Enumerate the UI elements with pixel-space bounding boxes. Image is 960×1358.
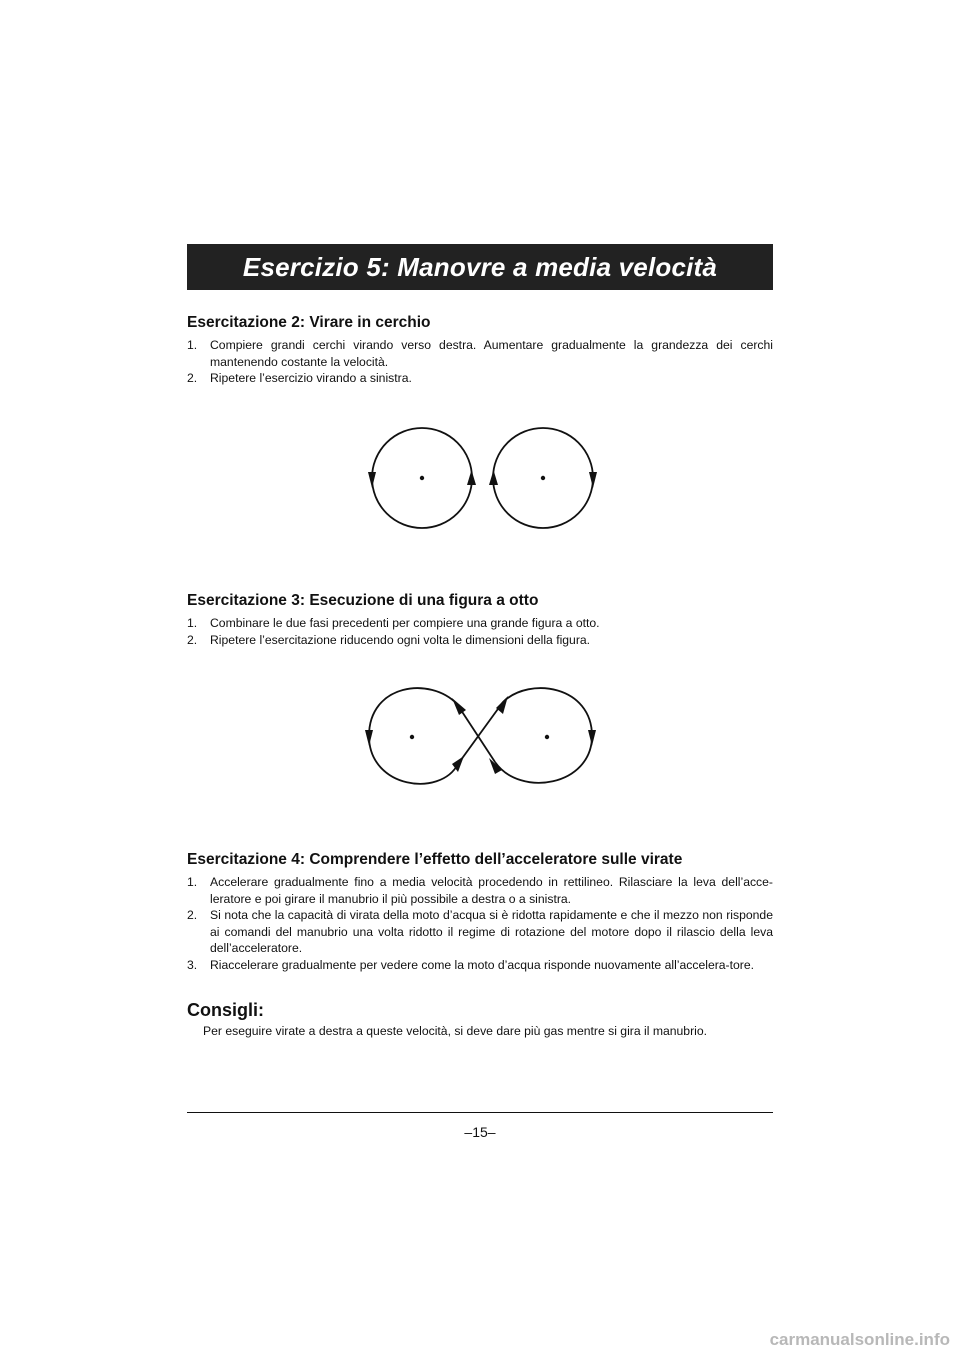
step-number: 1. [187,875,198,889]
figure-eight-diagram [360,676,610,806]
crossing-line [457,704,495,762]
step-text: Ripetere l’esercizio virando a sinistra. [210,371,412,386]
step-text: Si nota che la capacità di virata della moto d’acqua si è ridotta rapidamente e che il mezzo non risponde ai comandi del manubrio una volta ridotto il regime di rotazione del motore dopo il rilascio della leva dell’acceleratore. [210,908,773,956]
step-list [187,874,773,974]
list-item [187,907,773,957]
right-loop-center [545,735,549,739]
step-number: 2. [187,371,198,386]
list-item [187,874,773,907]
arrow-down-right-icon [489,758,502,774]
crossing-line [458,702,503,764]
step-text: Combinare le due fasi precedenti per compiere una grande figura a otto. [210,616,600,630]
step-number: 1. [187,616,198,630]
page-number: –15– [464,1124,496,1140]
arrow-down-icon [368,472,376,488]
watermark: carmanualsonline.info [769,1330,950,1349]
right-circle-center [541,476,545,480]
list-item [187,957,773,974]
left-circle-center [420,476,424,480]
step-text: Ripetere l’esercitazione riducendo ogni volta le dimensioni della figura. [210,632,591,647]
step-number: 2. [187,908,198,923]
step-number: 1. [187,338,198,352]
page-title-banner [187,244,773,290]
step-text: Riaccelerare gradualmente per vedere come la moto d’acqua risponde nuovamente all’accelera-tore. [210,957,754,972]
step-number: 3. [187,957,198,972]
arrow-up-icon [489,470,498,485]
section-title: Esercitazione 2: Virare in cerchio [187,314,431,331]
footer-divider [187,1112,773,1113]
arrow-up-right-icon [496,696,508,714]
tips-title: Consigli: [187,1000,264,1020]
list-item [187,370,773,387]
page-title: Esercizio 5: Manovre a media velocità [242,251,718,282]
section-title: Esercitazione 4: Comprendere l’effetto dell’acceleratore sulle virate [187,851,683,868]
list-item [187,337,773,370]
section-figure-eight [187,592,773,648]
list-item [187,615,773,632]
left-loop-center [410,735,414,739]
arrow-down-icon [365,730,373,746]
step-text: Compiere grandi cerchi virando verso destra. Aumentare gradualmente la grandezza dei cerchi mantenendo costante la velocità. [210,338,773,369]
two-circles-diagram [360,420,610,540]
arrow-down-icon [589,472,597,488]
step-list [187,615,773,648]
arrow-down-icon [588,730,596,746]
section-circles [187,314,773,387]
arrow-up-left-icon [452,698,466,715]
list-item [187,632,773,649]
arrow-up-icon [467,470,476,485]
step-number: 2. [187,632,198,647]
section-throttle [187,851,773,974]
tips-text: Per eseguire virate a destra a queste velocità, si deve dare più gas mentre si gira il manubrio. [203,1024,708,1038]
step-text: Accelerare gradualmente fino a media velocità procedendo in rettilineo. Rilasciare la leva dell’acce-leratore e poi girare il manubrio il più possibile a destra o a sinistra. [210,875,773,906]
figure-eight-right-loop [495,688,592,783]
section-title: Esercitazione 3: Esecuzione di una figura a otto [187,592,539,609]
step-list [187,337,773,387]
